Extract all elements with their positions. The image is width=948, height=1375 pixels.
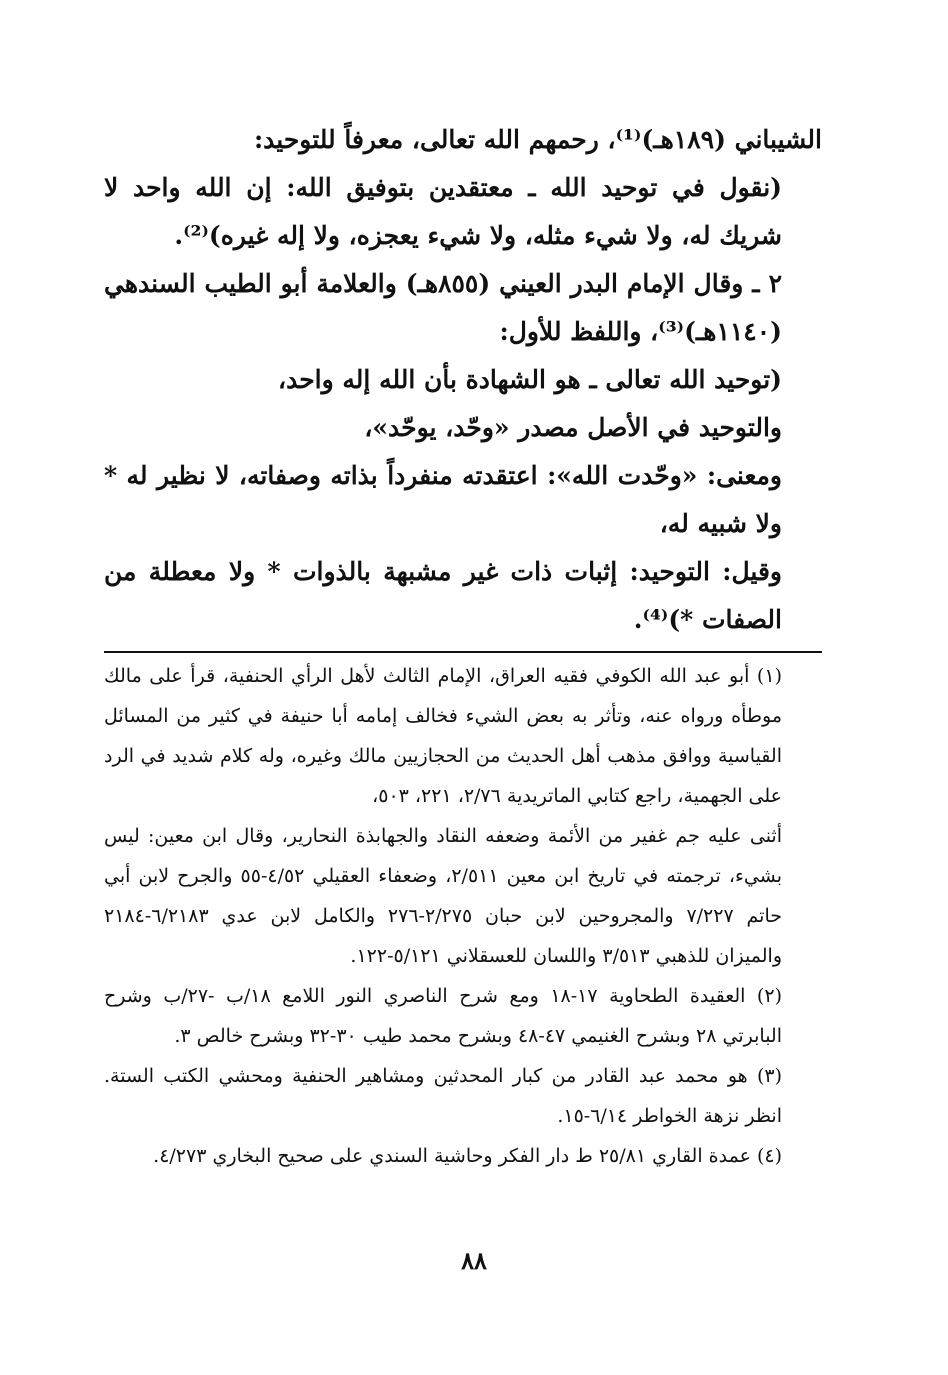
footnote: (٣) هو محمد عبد القادر من كبار المحدثين ومشاهير الحنفية ومحشي الكتب الستة. انظر نزهة الخواطر ٦/١٤-١٥. bbox=[104, 1065, 782, 1127]
footnote: (٤) عمدة القاري ٢٥/٨١ ط دار الفكر وحاشية السندي على صحيح البخاري ٤/٢٧٣. bbox=[153, 1145, 782, 1167]
footnotes bbox=[104, 656, 822, 1176]
main-paragraph: وقيل: التوحيد: إثبات ذات غير مشبهة بالذوات * ولا معطلة من الصفات *)⁽⁴⁾. bbox=[104, 557, 782, 634]
main-paragraph: والتوحيد في الأصل مصدر «وحّد، يوحّد»، bbox=[364, 413, 782, 442]
main-paragraph: (توحيد الله تعالى ـ هو الشهادة بأن الله إله واحد، bbox=[278, 365, 782, 394]
page-number: ٨٨ bbox=[461, 1246, 487, 1275]
main-paragraph: ومعنى: «وحّدت الله»: اعتقدته منفرداً بذاته وصفاته، لا نظير له * ولا شبيه له، bbox=[104, 461, 782, 538]
footnote-divider bbox=[104, 651, 822, 653]
footnote: (١) أبو عبد الله الكوفي فقيه العراق، الإمام الثالث لأهل الرأي الحنفية، قرأ على مالك موطأه ورواه عنه، وتأثر به بعض الشيء فخالف إمامه أبا حنيفة في كثير من المسائل القياسية ووافق مذهب أهل الحديث من الحجازيين مالك وغيره، وله كلام شديد في الرد على الجهمية، راجع كتابي الماتريدية ٢/٧٦، ٢٢١، ٥٠٣، bbox=[104, 665, 782, 807]
main-paragraph: (نقول في توحيد الله ـ معتقدين بتوفيق الله: إن الله واحد لا شريك له، ولا شيء مثله، ولا شيء يعجزه، ولا إله غيره)⁽²⁾. bbox=[104, 173, 782, 250]
footnote: أثنى عليه جم غفير من الأئمة وضعفه النقاد والجهابذة النحارير، وقال ابن معين: ليس بشيء، ترجمته في تاريخ ابن معين ٢/٥١١، وضعفاء العقيلي ٤/٥٢-٥٥ والجرح لابن أبي حاتم ٧/٢٢٧ والمجروحين لابن حبان ٢/٢٧٥-٢٧٦ والكامل لابن عدي ٦/٢١٨٣-٢١٨٤ والميزان للذهبي ٣/٥١٣ واللسان للعسقلاني ٥/١٢١-١٢٢. bbox=[104, 825, 782, 967]
main-paragraph: ٢ ـ وقال الإمام البدر العيني (٨٥٥هـ) والعلامة أبو الطيب السندهي (١١٤٠هـ)⁽³⁾، واللفظ للأول: bbox=[104, 269, 782, 346]
footnote: (٢) العقيدة الطحاوية ١٧-١٨ ومع شرح الناصري النور اللامع ١٨/ب -٢٧/ب وشرح البابرتي ٢٨ وبشرح الغنيمي ٤٧-٤٨ وبشرح محمد طيب ٣٠-٣٢ وبشرح خالص ٣. bbox=[104, 985, 782, 1047]
main-text bbox=[104, 116, 822, 644]
main-paragraph: الشيباني (١٨٩هـ)⁽¹⁾، رحمهم الله تعالى، معرفاً للتوحيد: bbox=[253, 125, 822, 154]
